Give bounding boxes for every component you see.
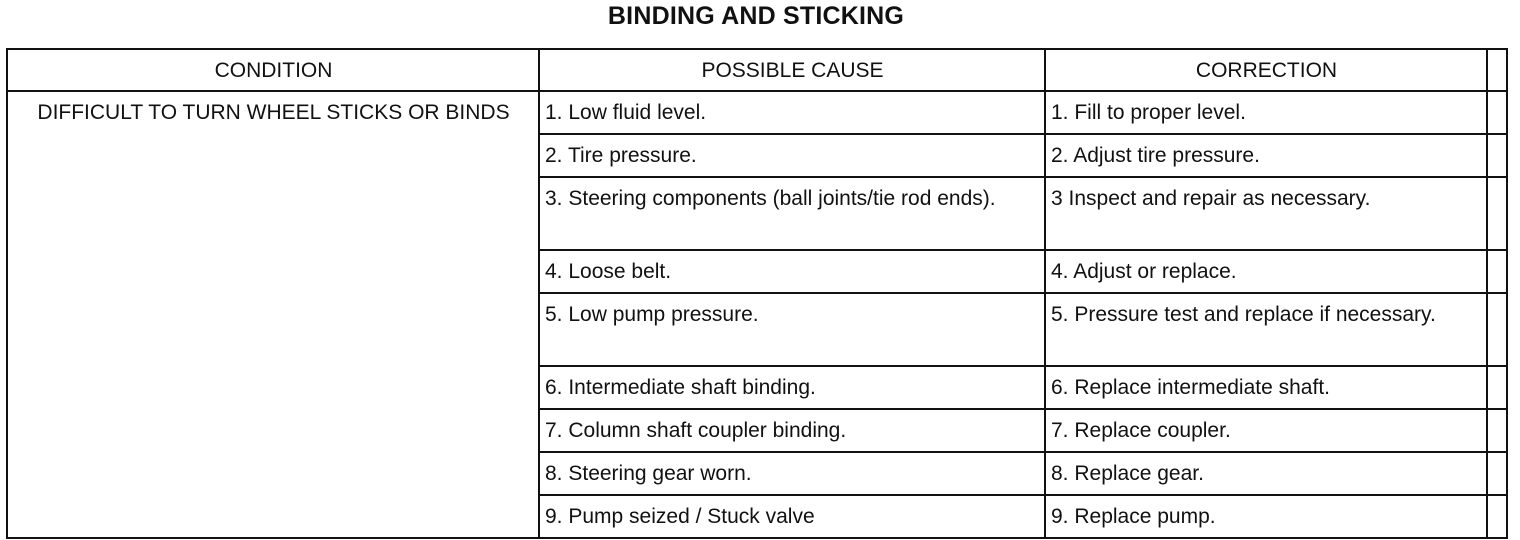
cause-cell: 7. Column shaft coupler binding. [539, 409, 1045, 452]
cause-cell: 3. Steering components (ball joints/tie rod ends). [539, 177, 1045, 250]
cause-cell: 8. Steering gear worn. [539, 452, 1045, 495]
header-condition: CONDITION [7, 49, 539, 91]
correction-cell: 7. Replace coupler. [1045, 409, 1487, 452]
spacer-cell [1487, 177, 1507, 250]
correction-cell: 4. Adjust or replace. [1045, 250, 1487, 293]
cause-cell: 2. Tire pressure. [539, 134, 1045, 177]
correction-cell: 3 Inspect and repair as necessary. [1045, 177, 1487, 250]
table-row [7, 91, 1507, 134]
spacer-cell [1487, 134, 1507, 177]
spacer-cell [1487, 49, 1507, 91]
correction-cell: 6. Replace intermediate shaft. [1045, 366, 1487, 409]
spacer-cell [1487, 91, 1507, 134]
header-correction: CORRECTION [1045, 49, 1487, 91]
header-row [7, 49, 1507, 91]
diagnosis-table [6, 48, 1508, 539]
spacer-cell [1487, 293, 1507, 366]
page-title: BINDING AND STICKING [607, 2, 905, 30]
cause-cell: 9. Pump seized / Stuck valve [539, 495, 1045, 538]
header-possible-cause: POSSIBLE CAUSE [539, 49, 1045, 91]
spacer-cell [1487, 409, 1507, 452]
correction-cell: 2. Adjust tire pressure. [1045, 134, 1487, 177]
correction-cell: 5. Pressure test and replace if necessary. [1045, 293, 1487, 366]
spacer-cell [1487, 452, 1507, 495]
cause-cell: 5. Low pump pressure. [539, 293, 1045, 366]
correction-cell: 9. Replace pump. [1045, 495, 1487, 538]
spacer-cell [1487, 250, 1507, 293]
cause-cell: 4. Loose belt. [539, 250, 1045, 293]
cause-cell: 6. Intermediate shaft binding. [539, 366, 1045, 409]
correction-cell: 1. Fill to proper level. [1045, 91, 1487, 134]
correction-cell: 8. Replace gear. [1045, 452, 1487, 495]
condition-cell: DIFFICULT TO TURN WHEEL STICKS OR BINDS [7, 91, 539, 538]
spacer-cell [1487, 495, 1507, 538]
spacer-cell [1487, 366, 1507, 409]
cause-cell: 1. Low fluid level. [539, 91, 1045, 134]
